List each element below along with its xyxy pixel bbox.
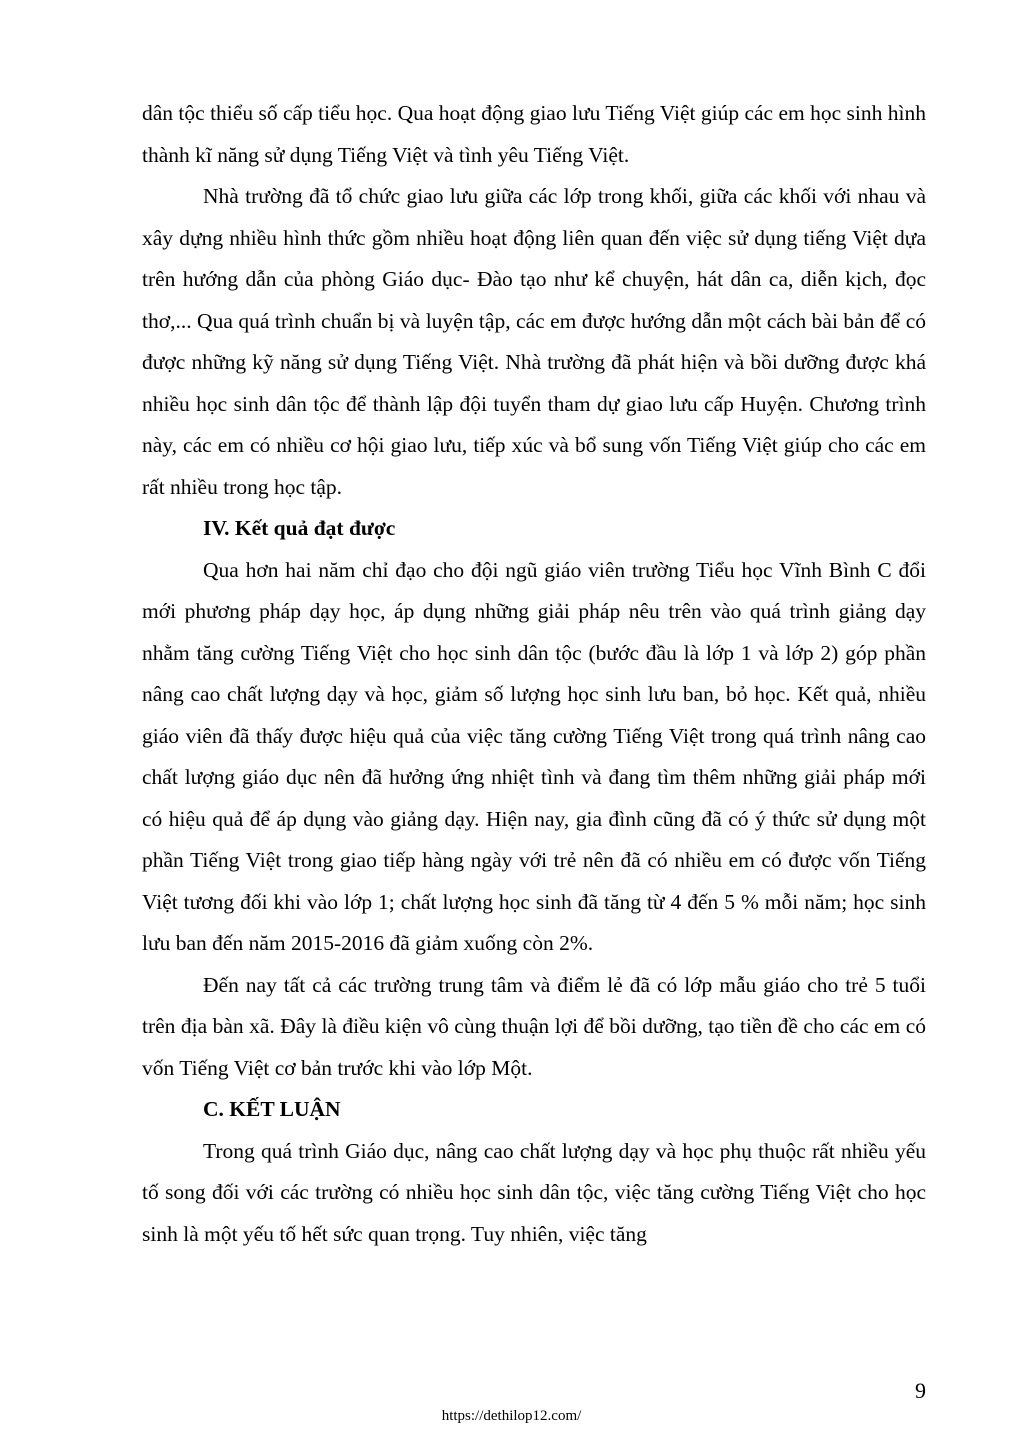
section-heading-conclusion: C. KẾT LUẬN [203,1097,341,1121]
paragraph-kindergarten: Đến nay tất cả các trường trung tâm và điểm lẻ đã có lớp mẫu giáo cho trẻ 5 tuổi trên địa bàn xã. Đây là điều kiện vô cùng thuận lợi để bồi dưỡng, tạo tiền đề cho các em có vốn Tiếng Việt cơ bản trước khi vào lớp Một. [142,972,926,1080]
paragraph-exchange-activities: Nhà trường đã tổ chức giao lưu giữa các lớp trong khối, giữa các khối với nhau và xây dựng nhiều hình thức gồm nhiều hoạt động liên quan đến việc sử dụng tiếng Việt dựa trên hướng dẫn của phòng Giáo dục- Đào tạo như kể chuyện, hát dân ca, diễn kịch, đọc thơ,... Qua quá trình chuẩn bị và luyện tập, các em được hướng dẫn một cách bài bản để có được những kỹ năng sử dụng Tiếng Việt. Nhà trường đã phát hiện và bồi dưỡng được khá nhiều học sinh dân tộc để thành lập đội tuyển tham dự giao lưu cấp Huyện. Chương trình này, các em có nhiều cơ hội giao lưu, tiếp xúc và bổ sung vốn Tiếng Việt giúp cho các em rất nhiều trong học tập. [142,184,926,499]
page-number: 9 [915,1378,926,1403]
paragraph-intro-continuation: dân tộc thiểu số cấp tiểu học. Qua hoạt động giao lưu Tiếng Việt giúp các em học sinh hình thành kĩ năng sử dụng Tiếng Việt và tình yêu Tiếng Việt. [142,101,926,167]
paragraph-conclusion: Trong quá trình Giáo dục, nâng cao chất lượng dạy và học phụ thuộc rất nhiều yếu tố song đối với các trường có nhiều học sinh dân tộc, việc tăng cường Tiếng Việt cho học sinh là một yếu tố hết sức quan trọng. Tuy nhiên, việc tăng [142,1138,926,1246]
document-body [142,93,926,1255]
paragraph-results: Qua hơn hai năm chỉ đạo cho đội ngũ giáo viên trường Tiểu học Vĩnh Bình C đổi mới phương pháp dạy học, áp dụng những giải pháp nêu trên vào quá trình giảng dạy nhằm tăng cường Tiếng Việt cho học sinh dân tộc (bước đầu là lớp 1 và lớp 2) góp phần nâng cao chất lượng dạy và học, giảm số lượng học sinh lưu ban, bỏ học. Kết quả, nhiều giáo viên đã thấy được hiệu quả của việc tăng cường Tiếng Việt trong quá trình nâng cao chất lượng giáo dục nên đã hưởng ứng nhiệt tình và đang tìm thêm những giải pháp mới có hiệu quả để áp dụng vào giảng dạy. Hiện nay, gia đình cũng đã có ý thức sử dụng một phần Tiếng Việt trong giao tiếp hàng ngày với trẻ nên đã có nhiều em có được vốn Tiếng Việt tương đối khi vào lớp 1; chất lượng học sinh đã tăng từ 4 đến 5 % mỗi năm; học sinh lưu ban đến năm 2015-2016 đã giảm xuống còn 2%. [142,557,926,955]
footer-url[interactable]: https://dethilop12.com/ [441,1408,582,1424]
section-heading-results: IV. Kết quả đạt được [203,516,396,540]
